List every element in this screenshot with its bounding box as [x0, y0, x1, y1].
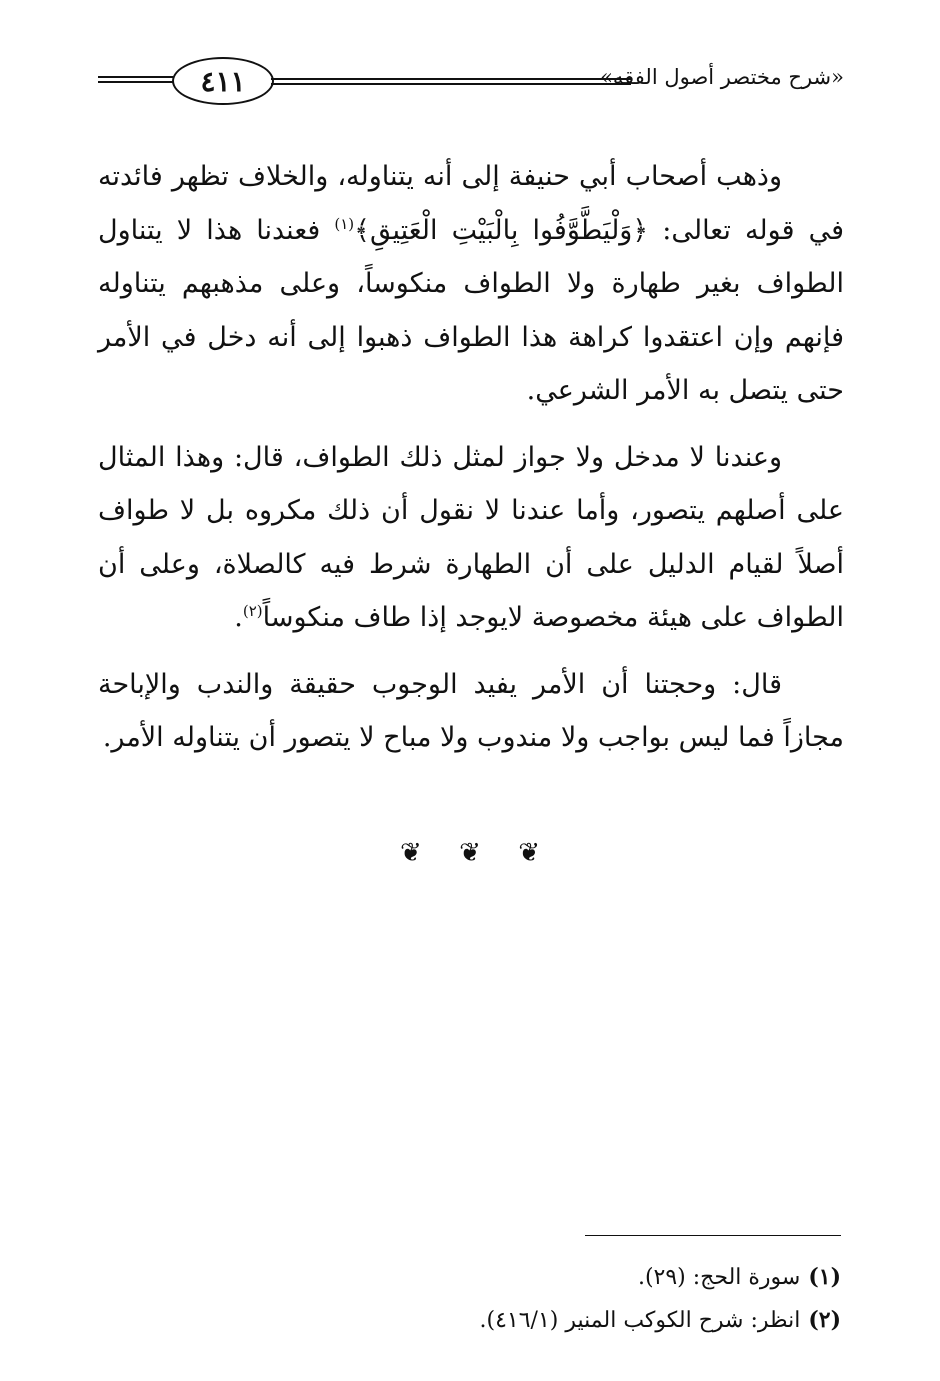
section-divider-ornaments [400, 838, 540, 868]
header-rule-right [271, 78, 631, 85]
paragraph-2-text: وعندنا لا مدخل ولا جواز لمثل ذلك الطواف، قال: وهذا المثال على أصلهم يتصور، وأما عندنا لا نقول أن ذلك مكروه بل لا طواف أصلاً لقيام الدليل على أن الطهارة شرط فيه كالصلاة، وعلى أن الطواف على هيئة مخصوصة لايوجد إذا طاف منكوساً [98, 441, 844, 633]
main-text [98, 150, 844, 778]
footnote-ref-1: (١) [334, 214, 355, 233]
footnote-2-text: انظر: شرح الكوكب المنير (٤١٦/١). [479, 1308, 801, 1333]
footnote-1 [320, 1256, 841, 1299]
ornament-icon: ❦ [400, 838, 422, 868]
ornament-icon: ❦ [459, 838, 481, 868]
footnote-2-number: (٢) [808, 1307, 841, 1333]
footnote-ref-2: (٢) [242, 602, 263, 620]
footnote-2 [320, 1299, 841, 1342]
paragraph-1-continued: فعندنا هذا لا يتناول الطواف بغير طهارة ولا الطواف منكوساً، وعلى مذهبهم يتناوله فإنهم وإن اعتقدوا كراهة هذا الطواف ذهبوا إلى أنه دخل في الأمر حتى يتصل به الأمر الشرعي. [98, 214, 844, 406]
footnotes [320, 1256, 841, 1342]
header-rule-left [98, 76, 173, 83]
paragraph-1 [98, 150, 844, 418]
paragraph-3 [98, 658, 844, 765]
paragraph-3-text: قال: وحجتنا أن الأمر يفيد الوجوب حقيقة والندب والإباحة مجازاً فما ليس بواجب ولا مندوب ولا مباح لا يتصور أن يتناوله الأمر. [98, 668, 844, 753]
paragraph-2 [98, 431, 844, 645]
page-number: ٤١١ [172, 57, 274, 105]
book-title: «شرح مختصر أصول الفقه» [600, 65, 844, 89]
footnote-1-text: سورة الحج: (٢٩). [637, 1265, 801, 1290]
page-header [98, 55, 844, 107]
paragraph-2-continued: . [234, 602, 243, 633]
ornament-icon: ❦ [518, 838, 540, 868]
footnote-separator [585, 1235, 841, 1236]
footnote-1-number: (١) [808, 1264, 841, 1290]
paragraph-1-text: وذهب أصحاب أبي حنيفة إلى أنه يتناوله، والخلاف تظهر فائدته في قوله تعالى: ﴿وَلْيَطَّوَّفُوا بِالْبَيْتِ الْعَتِيقِ﴾ [98, 161, 844, 246]
